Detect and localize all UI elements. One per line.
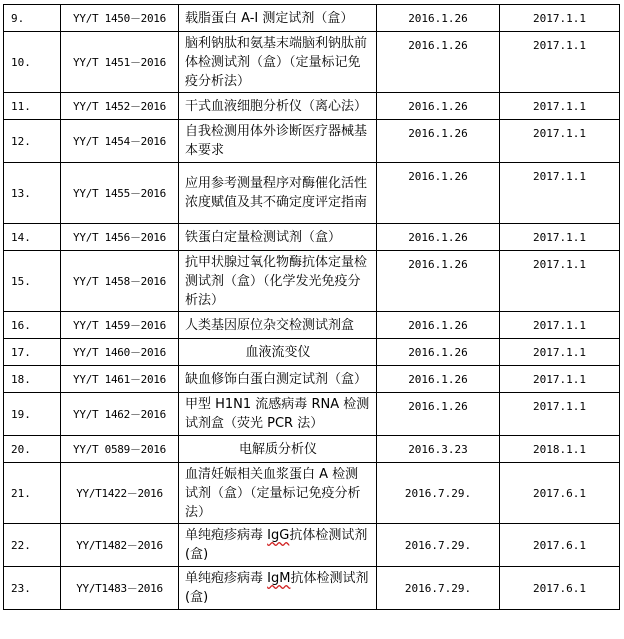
standard-code: YY/T 1461－2016 xyxy=(61,366,179,393)
table-row xyxy=(4,163,620,224)
implementation-date: 2017.1.1 xyxy=(500,120,620,163)
table-row xyxy=(4,524,620,567)
row-number: 11. xyxy=(4,93,61,120)
implementation-date: 2017.6.1 xyxy=(500,567,620,610)
row-number: 12. xyxy=(4,120,61,163)
issue-date: 2016.1.26 xyxy=(377,312,500,339)
issue-date: 2016.1.26 xyxy=(377,163,500,224)
standard-code: YY/T1483－2016 xyxy=(61,567,179,610)
issue-date: 2016.7.29. xyxy=(377,463,500,524)
issue-date: 2016.1.26 xyxy=(377,120,500,163)
implementation-date: 2017.1.1 xyxy=(500,339,620,366)
standard-code: YY/T 1452－2016 xyxy=(61,93,179,120)
table-row xyxy=(4,366,620,393)
standard-code: YY/T 1455－2016 xyxy=(61,163,179,224)
standard-name: 血液流变仪 xyxy=(179,339,377,366)
row-number: 9. xyxy=(4,5,61,32)
row-number: 23. xyxy=(4,567,61,610)
standard-code: YY/T 1450－2016 xyxy=(61,5,179,32)
standard-code: YY/T1422－2016 xyxy=(61,463,179,524)
name-suffix: 抗体检测试剂(盒) xyxy=(185,571,369,605)
standard-name: 血清妊娠相关血浆蛋白 A 检测试剂（盒）（定量标记免疫分析法） xyxy=(179,463,377,524)
standard-code: YY/T 0589－2016 xyxy=(61,436,179,463)
standard-name: 抗甲状腺过氧化物酶抗体定量检测试剂（盒）（化学发光免疫分析法） xyxy=(179,251,377,312)
standard-name: 应用参考测量程序对酶催化活性浓度赋值及其不确定度评定指南 xyxy=(179,163,377,224)
standards-table xyxy=(3,4,620,610)
table-row xyxy=(4,5,620,32)
standard-code: YY/T 1456－2016 xyxy=(61,224,179,251)
issue-date: 2016.1.26 xyxy=(377,366,500,393)
implementation-date: 2017.1.1 xyxy=(500,393,620,436)
standard-code: YY/T 1459－2016 xyxy=(61,312,179,339)
standard-name: 铁蛋白定量检测试剂（盒） xyxy=(179,224,377,251)
table-row xyxy=(4,393,620,436)
standard-code: YY/T 1458－2016 xyxy=(61,251,179,312)
standard-name: 电解质分析仪 xyxy=(179,436,377,463)
implementation-date: 2018.1.1 xyxy=(500,436,620,463)
spellcheck-flag: IgG xyxy=(267,528,290,543)
implementation-date: 2017.1.1 xyxy=(500,312,620,339)
implementation-date: 2017.1.1 xyxy=(500,251,620,312)
standard-code: YY/T1482－2016 xyxy=(61,524,179,567)
row-number: 14. xyxy=(4,224,61,251)
implementation-date: 2017.1.1 xyxy=(500,32,620,93)
standard-name xyxy=(179,567,377,610)
standard-code: YY/T 1451－2016 xyxy=(61,32,179,93)
standard-name: 甲型 H1N1 流感病毒 RNA 检测试剂盒（荧光 PCR 法） xyxy=(179,393,377,436)
standard-name xyxy=(179,524,377,567)
issue-date: 2016.1.26 xyxy=(377,93,500,120)
row-number: 21. xyxy=(4,463,61,524)
name-prefix: 单纯疱疹病毒 xyxy=(185,571,268,586)
standard-name: 缺血修饰白蛋白测定试剂（盒） xyxy=(179,366,377,393)
standard-name: 自我检测用体外诊断医疗器械基本要求 xyxy=(179,120,377,163)
standard-code: YY/T 1460－2016 xyxy=(61,339,179,366)
row-number: 15. xyxy=(4,251,61,312)
table-row xyxy=(4,251,620,312)
issue-date: 2016.1.26 xyxy=(377,339,500,366)
implementation-date: 2017.1.1 xyxy=(500,163,620,224)
row-number: 16. xyxy=(4,312,61,339)
issue-date: 2016.3.23 xyxy=(377,436,500,463)
issue-date: 2016.1.26 xyxy=(377,5,500,32)
table-row xyxy=(4,339,620,366)
table-row xyxy=(4,32,620,93)
name-prefix: 单纯疱疹病毒 xyxy=(185,528,268,543)
row-number: 19. xyxy=(4,393,61,436)
row-number: 10. xyxy=(4,32,61,93)
standard-name: 干式血液细胞分析仪（离心法） xyxy=(179,93,377,120)
table-row xyxy=(4,567,620,610)
row-number: 13. xyxy=(4,163,61,224)
row-number: 18. xyxy=(4,366,61,393)
table-row xyxy=(4,120,620,163)
row-number: 22. xyxy=(4,524,61,567)
row-number: 20. xyxy=(4,436,61,463)
name-suffix: 抗体检测试剂(盒) xyxy=(185,528,368,562)
row-number: 17. xyxy=(4,339,61,366)
implementation-date: 2017.1.1 xyxy=(500,366,620,393)
spellcheck-flag: IgM xyxy=(267,571,291,586)
issue-date: 2016.1.26 xyxy=(377,251,500,312)
table-row xyxy=(4,312,620,339)
standard-name: 脑利钠肽和氨基末端脑利钠肽前体检测试剂（盒）（定量标记免疫分析法） xyxy=(179,32,377,93)
issue-date: 2016.1.26 xyxy=(377,224,500,251)
issue-date: 2016.1.26 xyxy=(377,393,500,436)
implementation-date: 2017.6.1 xyxy=(500,463,620,524)
standard-code: YY/T 1454－2016 xyxy=(61,120,179,163)
table-row xyxy=(4,93,620,120)
standard-code: YY/T 1462－2016 xyxy=(61,393,179,436)
standard-name: 人类基因原位杂交检测试剂盒 xyxy=(179,312,377,339)
table-row xyxy=(4,436,620,463)
table-row xyxy=(4,463,620,524)
issue-date: 2016.7.29. xyxy=(377,524,500,567)
table-row xyxy=(4,224,620,251)
implementation-date: 2017.1.1 xyxy=(500,5,620,32)
implementation-date: 2017.1.1 xyxy=(500,93,620,120)
implementation-date: 2017.1.1 xyxy=(500,224,620,251)
implementation-date: 2017.6.1 xyxy=(500,524,620,567)
issue-date: 2016.7.29. xyxy=(377,567,500,610)
issue-date: 2016.1.26 xyxy=(377,32,500,93)
standard-name: 载脂蛋白 A-I 测定试剂（盒） xyxy=(179,5,377,32)
